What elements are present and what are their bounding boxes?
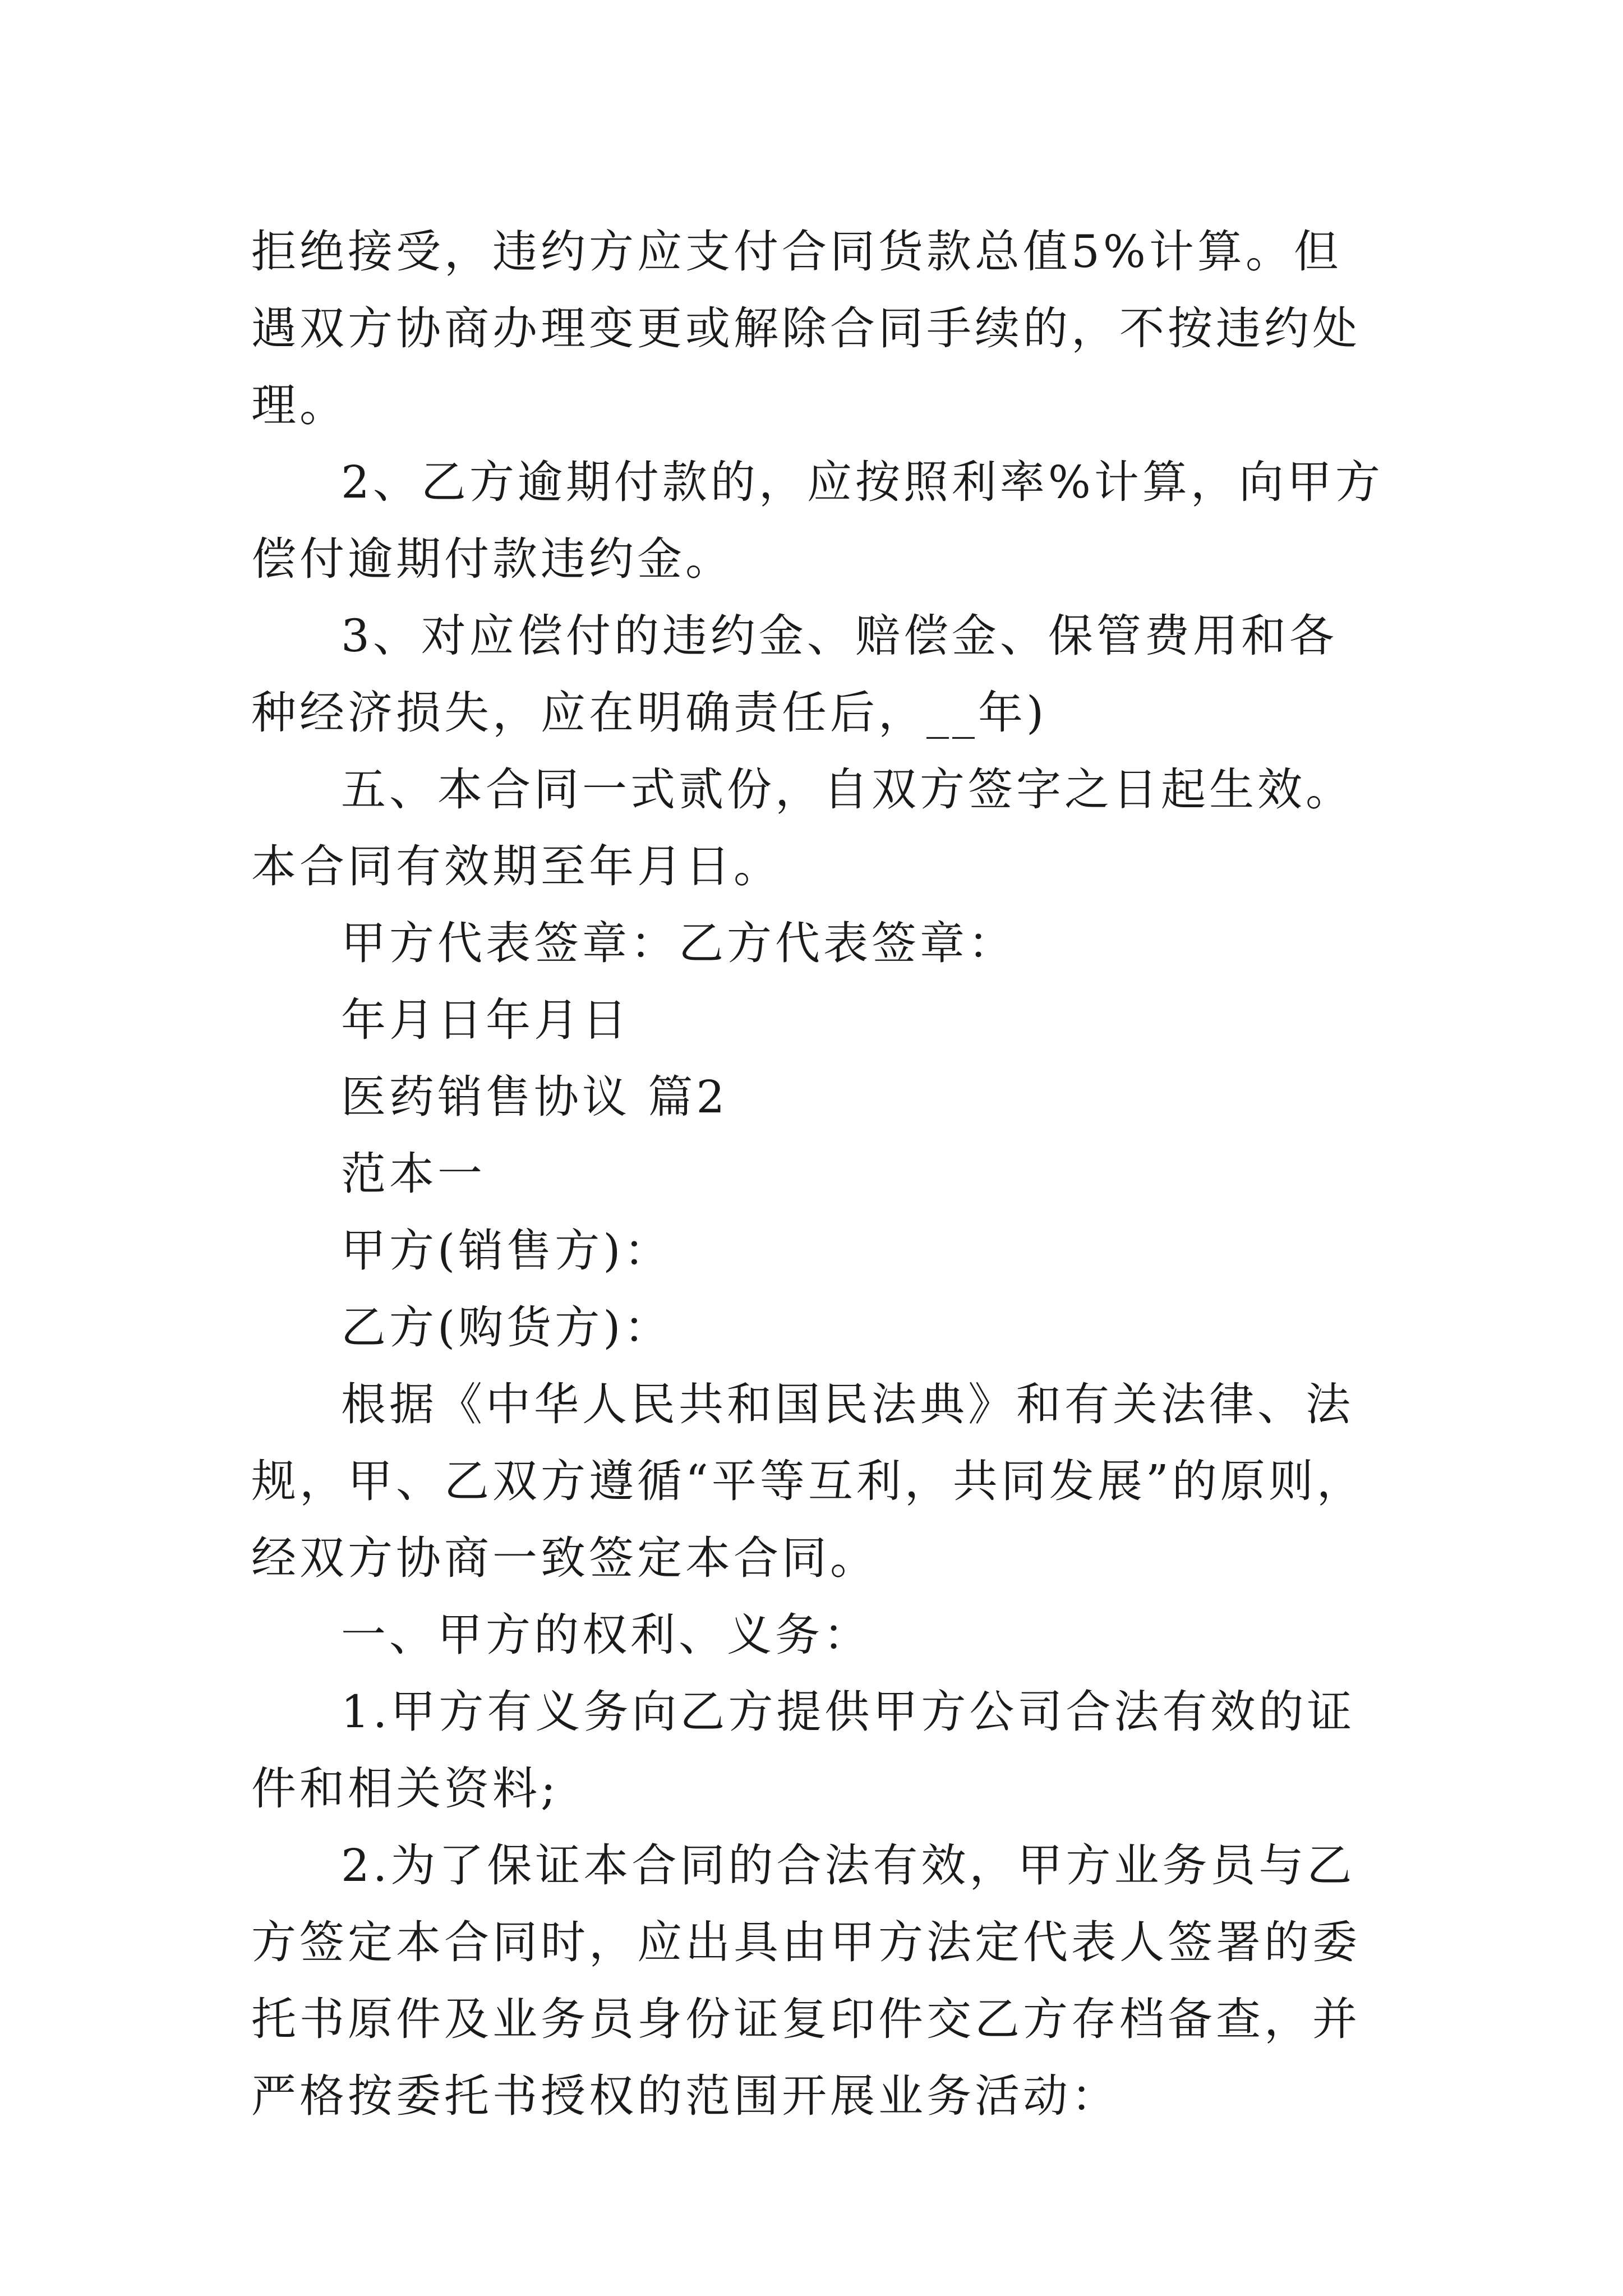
- paragraph-item-2: 2.为了保证本合同的合法有效，甲方业务员与乙方签定本合同时，应出具由甲方法定代表人签署的委托书原件及业务员身份证复印件交乙方存档备查，并严格按委托书授权的范围开展业务活动：: [251, 1839, 1361, 2122]
- paragraph-section-1-heading: 一、甲方的权利、义务：: [341, 1609, 872, 1661]
- paragraph-clause-2: 2、乙方逾期付款的，应按照利率%计算，向甲方偿付逾期付款违约金。: [251, 456, 1384, 585]
- paragraph-dates: 年月日年月日: [341, 994, 630, 1046]
- paragraph-section-5: 五、本合同一式贰份，自双方签字之日起生效。本合同有效期至年月日。: [251, 763, 1354, 892]
- paragraph-party-b: 乙方(购货方)：: [341, 1301, 672, 1354]
- paragraph-agreement-title: 医药销售协议 篇2: [341, 1071, 728, 1123]
- paragraph-item-1: 1.甲方有义务向乙方提供甲方公司合法有效的证件和相关资料;: [251, 1686, 1355, 1815]
- paragraph-signatures: 甲方代表签章：乙方代表签章：: [341, 917, 1016, 969]
- document-body: [251, 213, 1384, 2134]
- paragraph-party-a: 甲方(销售方)：: [341, 1225, 672, 1277]
- paragraph-clause-3: 3、对应偿付的违约金、赔偿金、保管费用和各种经济损失，应在明确责任后，__年): [251, 610, 1338, 739]
- paragraph-template-title: 范本一: [341, 1148, 486, 1200]
- paragraph-preamble: 根据《中华人民共和国民法典》和有关法律、法规，甲、乙双方遵循“平等互利，共同发展”的原则，经双方协商一致签定本合同。: [251, 1378, 1365, 1584]
- paragraph-continuation: 拒绝接受，违约方应支付合同货款总值5%计算。但遇双方协商办理变更或解除合同手续的，不按违约处理。: [251, 226, 1361, 431]
